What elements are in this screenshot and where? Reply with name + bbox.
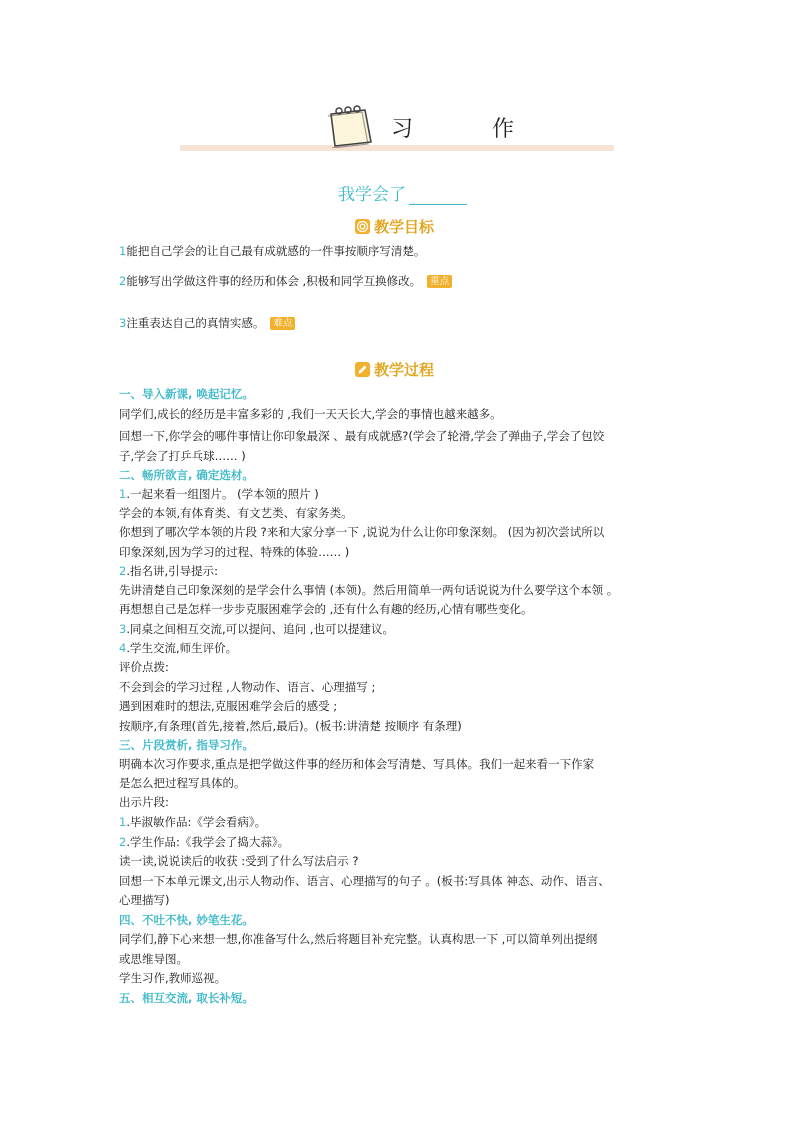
process-line-30 bbox=[119, 949, 188, 969]
step-number: 4 bbox=[119, 641, 127, 655]
process-line-20 bbox=[119, 754, 594, 774]
goal-item bbox=[119, 271, 452, 291]
body-text: .毕淑敏作品:《学会看病》。 bbox=[126, 815, 267, 829]
process-line-7 bbox=[119, 503, 353, 523]
process-line-15 bbox=[119, 657, 169, 677]
step-number: 2 bbox=[119, 835, 127, 849]
body-text: 明确本次习作要求,重点是把学做这件事的经历和体会写清楚、写具体。我们一起来看一下作家 bbox=[119, 757, 595, 771]
section-heading: 一、导入新课, 唤起记忆。 bbox=[119, 387, 254, 401]
body-text: 按顺序,有条理(首先,接着,然后,最后)。(板书:讲清楚 按顺序 有条理) bbox=[119, 719, 462, 733]
process-line-21 bbox=[119, 773, 246, 793]
page-title: 习 作 bbox=[391, 117, 550, 142]
process-heading bbox=[355, 359, 434, 380]
process-line-32 bbox=[119, 988, 254, 1008]
process-line-3 bbox=[119, 426, 604, 446]
body-text: .学生作品:《我学会了捣大蒜》。 bbox=[126, 835, 290, 849]
process-line-26 bbox=[119, 871, 610, 891]
subtitle-text: 我学会了 bbox=[338, 185, 406, 205]
process-line-22 bbox=[119, 792, 169, 812]
step-number: 1 bbox=[119, 487, 127, 501]
body-text: 学生习作,教师巡视。 bbox=[119, 971, 227, 985]
target-icon bbox=[355, 219, 370, 234]
process-line-29 bbox=[119, 929, 597, 949]
body-text: 出示片段: bbox=[119, 795, 169, 809]
process-line-23 bbox=[119, 812, 266, 832]
body-text: 印象深刻,因为学习的过程、特殊的体验…… ) bbox=[119, 545, 350, 559]
body-text: 或思维导图。 bbox=[119, 952, 188, 966]
step-number: 2 bbox=[119, 564, 127, 578]
goals-heading-label: 教学目标 bbox=[374, 218, 435, 236]
notebook-icon bbox=[325, 104, 383, 148]
step-number: 1 bbox=[119, 815, 127, 829]
process-line-27 bbox=[119, 890, 170, 910]
body-text: 回想一下,你学会的哪件事情让你印象最深 、最有成就感?(学会了轮滑,学会了弹曲子,学会了包饺 bbox=[119, 429, 605, 443]
goal-text: 能把自己学会的让自己最有成就感的一件事按顺序写清楚。 bbox=[126, 244, 426, 258]
key-point-badge: 重点 bbox=[427, 275, 452, 288]
process-line-2 bbox=[119, 404, 502, 424]
goals-heading bbox=[355, 216, 434, 237]
body-text: 同学们,成长的经历是丰富多彩的 ,我们一天天长大,学会的事情也越来越多。 bbox=[119, 407, 502, 421]
body-text: .学生交流,师生评价。 bbox=[126, 641, 238, 655]
body-text: 心理描写) bbox=[119, 893, 170, 907]
body-text: 再想想自己是怎样一步步克服困难学会的 ,还有什么有趣的经历,心情有哪些变化。 bbox=[119, 602, 533, 616]
process-line-9 bbox=[119, 542, 349, 562]
pencil-icon bbox=[355, 362, 370, 377]
goal-text: 注重表达自己的真情实感。 bbox=[126, 316, 265, 330]
lesson-subtitle bbox=[338, 180, 467, 205]
body-text: 先讲清楚自己印象深刻的是学会什么事情 (本领)。然后用简单一两句话说说为什么要学这个本领 。 bbox=[119, 583, 619, 597]
body-text: 不会到会的学习过程 ,人物动作、语言、心理描写 ; bbox=[119, 680, 376, 694]
step-number: 3 bbox=[119, 622, 127, 636]
process-line-12 bbox=[119, 599, 532, 619]
process-line-11 bbox=[119, 580, 618, 600]
body-text: 回想一下本单元课文,出示人物动作、语言、心理描写的句子 。(板书:写具体 神态、动作、语言、 bbox=[119, 874, 610, 888]
process-line-14 bbox=[119, 638, 237, 658]
header-divider bbox=[180, 145, 614, 151]
body-text: .一起来看一组图片。 (学本领的照片 ) bbox=[126, 487, 319, 501]
process-line-16 bbox=[119, 677, 375, 697]
process-line-4 bbox=[119, 446, 246, 466]
goal-item bbox=[119, 313, 295, 333]
goal-text: 能够写出学做这件事的经历和体会 ,积极和同学互换修改。 bbox=[126, 274, 422, 288]
difficulty-badge: 难点 bbox=[270, 317, 295, 330]
process-line-31 bbox=[119, 968, 226, 988]
process-line-10 bbox=[119, 561, 218, 581]
process-heading-label: 教学过程 bbox=[374, 361, 435, 379]
body-text: .同桌之间相互交流,可以提问、追问 ,也可以提建议。 bbox=[126, 622, 394, 636]
body-text: 子,学会了打乒乓球…… ) bbox=[119, 449, 246, 463]
body-text: 评价点拨: bbox=[119, 660, 169, 674]
body-text: .指名讲,引导提示: bbox=[126, 564, 219, 578]
body-text: 读一读,说说读后的收获 :受到了什么写法启示 ? bbox=[119, 854, 359, 868]
process-line-25 bbox=[119, 851, 358, 871]
fill-in-blank bbox=[409, 187, 467, 205]
goal-number: 3 bbox=[119, 316, 127, 330]
body-text: 遇到困难时的想法,克服困难学会后的感受 ; bbox=[119, 699, 338, 713]
process-line-18 bbox=[119, 716, 462, 736]
body-text: 学会的本领,有体育类、有文艺类、有家务类。 bbox=[119, 506, 353, 520]
goal-number: 1 bbox=[119, 244, 127, 258]
body-text: 你想到了哪次学本领的片段 ?来和大家分享一下 ,说说为什么让你印象深刻。 (因为初次尝试所以 bbox=[119, 525, 605, 539]
goal-item bbox=[119, 241, 425, 261]
process-line-28 bbox=[119, 910, 254, 930]
process-line-8 bbox=[119, 522, 604, 542]
goal-number: 2 bbox=[119, 274, 127, 288]
section-heading: 四、不吐不快, 妙笔生花。 bbox=[119, 913, 254, 927]
section-heading: 三、片段赏析, 指导习作。 bbox=[119, 738, 254, 752]
process-line-17 bbox=[119, 696, 337, 716]
process-line-1 bbox=[119, 384, 254, 404]
process-line-5 bbox=[119, 465, 254, 485]
section-heading: 五、相互交流, 取长补短。 bbox=[119, 991, 254, 1005]
section-heading: 二、畅所欲言, 确定选材。 bbox=[119, 468, 254, 482]
body-text: 同学们,静下心来想一想,你准备写什么,然后将题目补充完整。认真构思一下 ,可以简单列出提纲 bbox=[119, 932, 598, 946]
process-line-13 bbox=[119, 619, 394, 639]
process-line-19 bbox=[119, 735, 254, 755]
process-line-6 bbox=[119, 484, 319, 504]
process-line-24 bbox=[119, 832, 289, 852]
body-text: 是怎么把过程写具体的。 bbox=[119, 776, 246, 790]
